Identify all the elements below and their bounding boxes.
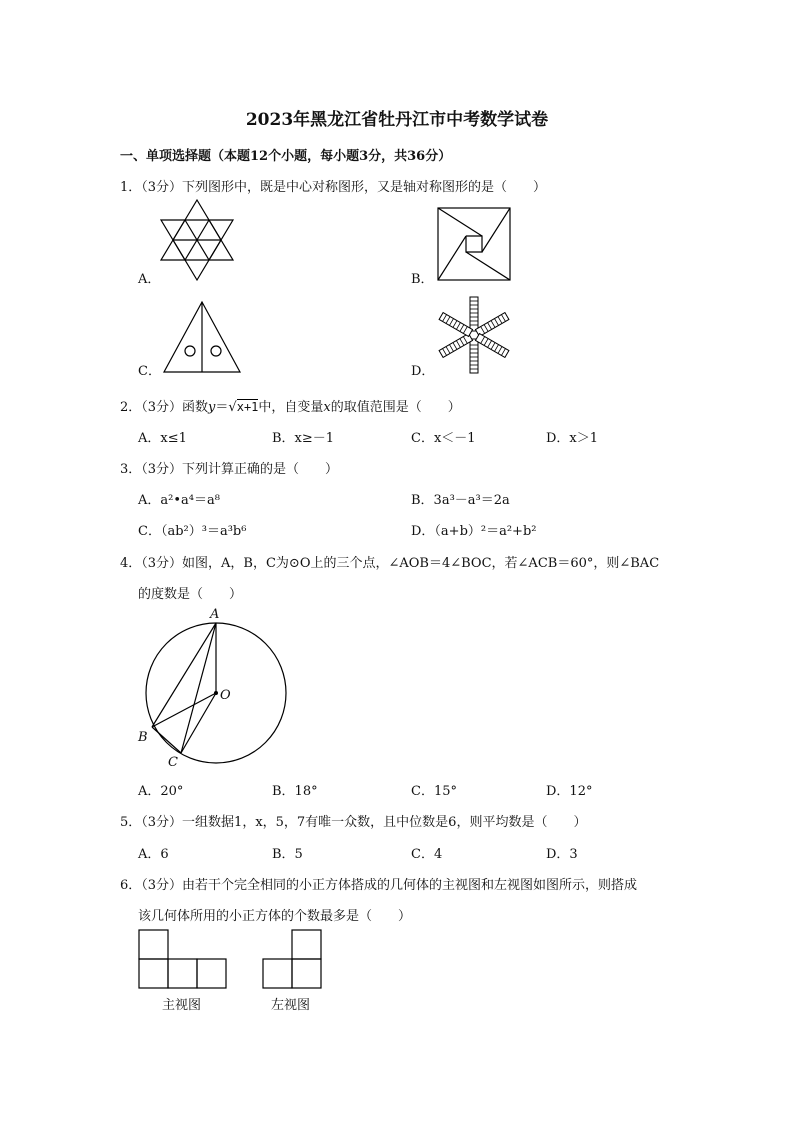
q2-option-c[interactable]: C．x＜－1 xyxy=(411,431,476,446)
q2-var: x xyxy=(323,400,331,415)
question-2-stem xyxy=(120,396,461,415)
question-1-stem: 1．（3分）下列图形中，既是中心对称图形，又是轴对称图形的是（ ） xyxy=(120,180,547,195)
q2-func-y: y xyxy=(208,400,216,415)
left-view-label: 左视图 xyxy=(271,998,311,1013)
q2-eq: ＝ xyxy=(215,400,229,415)
question-5-stem: 5．（3分）一组数据1，x，5，7有唯一众数，且中位数是6，则平均数是（ ） xyxy=(120,815,587,830)
q4-option-a[interactable]: A．20° xyxy=(138,784,184,799)
page-title: 2023年黑龙江省牡丹江市中考数学试卷 xyxy=(245,110,549,130)
question-6-stem-line2: 该几何体所用的小正方体的个数最多是（ ） xyxy=(138,909,412,924)
q5-option-b[interactable]: B．5 xyxy=(272,847,303,862)
q3-option-a[interactable]: A．a²•a⁴＝a⁸ xyxy=(138,493,220,508)
q1-option-c[interactable]: C． xyxy=(138,364,161,379)
q2-option-b[interactable]: B．x≥－1 xyxy=(272,431,335,446)
q2-suffix2: 的取值范围是（ ） xyxy=(330,400,461,415)
q2-prefix: 2．（3分）函数 xyxy=(120,400,209,415)
q5-option-a[interactable]: A．6 xyxy=(138,847,169,862)
sqrt-symbol: √ xyxy=(228,400,237,415)
q1-option-a[interactable]: A． xyxy=(138,272,161,287)
point-label-o: O xyxy=(220,688,231,703)
q2-option-a[interactable]: A．x≤1 xyxy=(138,431,187,446)
q2-suffix: 中，自变量 xyxy=(258,400,324,415)
q2-option-d[interactable]: D．x＞1 xyxy=(546,431,599,446)
q4-option-d[interactable]: D．12° xyxy=(546,784,593,799)
section-heading: 一、单项选择题（本题12个小题，每小题3分，共36分） xyxy=(120,149,452,164)
question-3-stem: 3．（3分）下列计算正确的是（ ） xyxy=(120,462,339,477)
q5-option-d[interactable]: D．3 xyxy=(546,847,578,862)
q4-option-b[interactable]: B．18° xyxy=(272,784,318,799)
q4-option-c[interactable]: C．15° xyxy=(411,784,457,799)
point-label-b: B xyxy=(138,730,148,745)
q2-radicand: x+1 xyxy=(236,400,259,414)
q3-option-b[interactable]: B．3a³－a³＝2a xyxy=(411,493,510,508)
q3-option-c[interactable]: C．（ab²）³＝a³b⁶ xyxy=(138,524,247,539)
q5-option-c[interactable]: C．4 xyxy=(411,847,443,862)
question-4-stem-line2: 的度数是（ ） xyxy=(138,587,243,602)
point-label-c: C xyxy=(168,755,178,770)
question-6-stem: 6．（3分）由若干个完全相同的小正方体搭成的几何体的主视图和左视图如图所示，则搭成 xyxy=(120,878,638,893)
point-label-a: A xyxy=(210,607,220,622)
front-view-label: 主视图 xyxy=(162,998,202,1013)
q1-option-b[interactable]: B． xyxy=(411,272,434,287)
question-4-stem: 4．（3分）如图，A，B，C为⊙O上的三个点，∠AOB＝4∠BOC，若∠ACB＝60°，则∠BAC xyxy=(120,556,660,571)
q3-option-d[interactable]: D．（a+b）²＝a²+b² xyxy=(411,524,537,539)
q1-option-d[interactable]: D． xyxy=(411,364,435,379)
